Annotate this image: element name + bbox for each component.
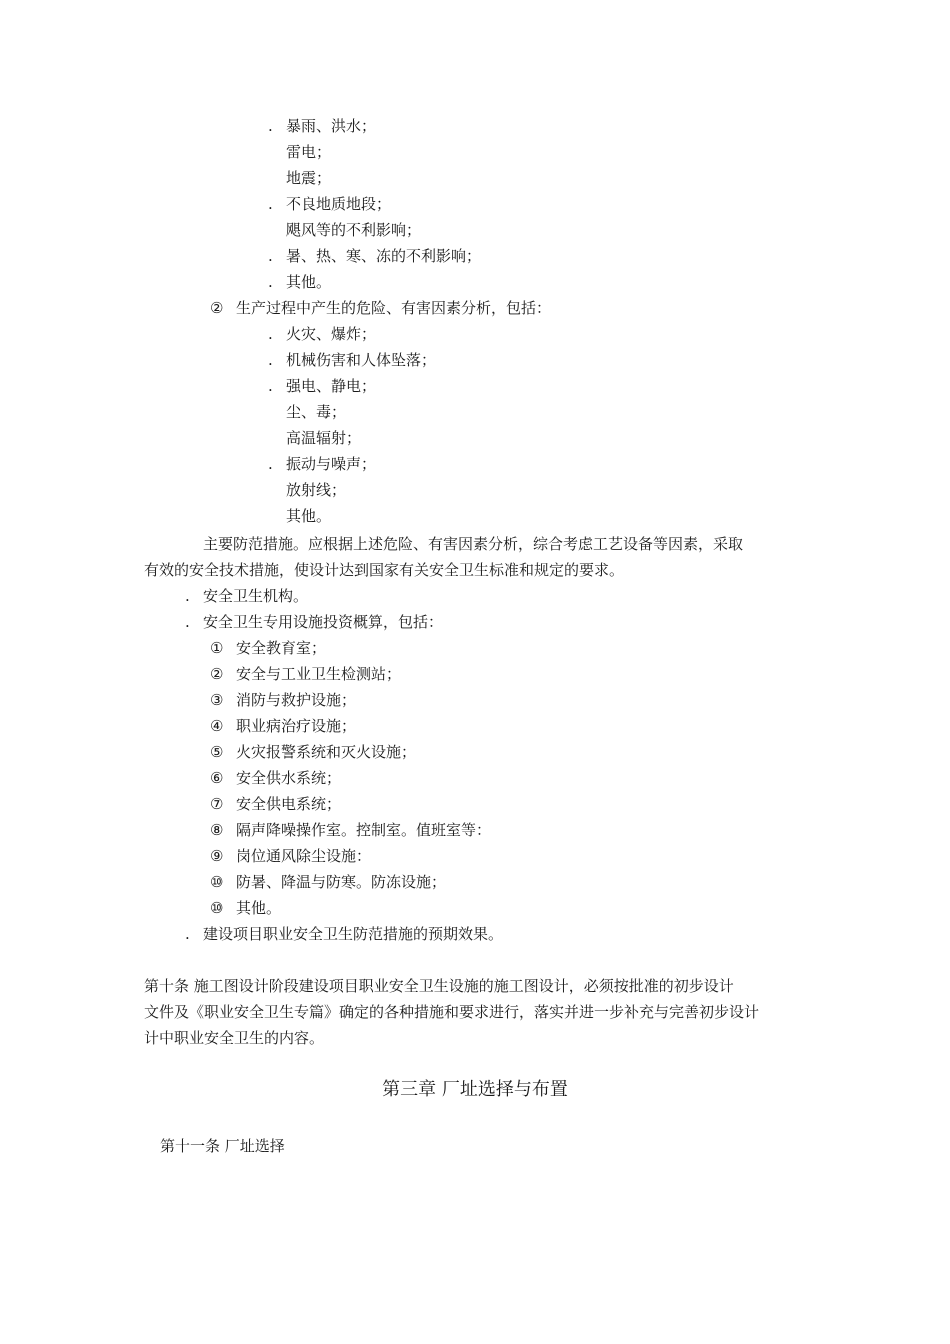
circled-number: ④ [210,717,224,735]
list-item [268,428,361,448]
list-item-text: 其他。 [236,899,282,917]
section-heading [210,298,551,318]
list-item [268,480,346,500]
list-item-text: 机械伤害和人体坠落； [286,351,437,369]
bullet: . [185,925,190,943]
list-item-text: 飓风等的不利影响； [286,221,422,239]
list-item-text: 火灾报警系统和灭火设施； [236,743,417,761]
list-item-text: 安全与工业卫生检测站； [236,665,402,683]
list-item-text: 消防与救护设施； [236,691,357,709]
circled-number: ⑤ [210,743,224,761]
list-item-text: 其他。 [286,273,332,291]
list-item [185,586,308,606]
paragraph-line: 第十条 施工图设计阶段建设项目职业安全卫生设施的施工图设计，必须按批准的初步设计 [144,977,734,995]
list-item-text: 其他。 [286,507,332,525]
circled-number: ⑧ [210,821,224,839]
bullet: . [185,613,190,631]
circled-number: ③ [210,691,224,709]
list-item-text: 尘、毒； [286,403,347,421]
list-item [268,194,391,214]
list-item [268,402,346,422]
list-item-text: 雷电； [286,143,332,161]
list-item-text: 安全供电系统； [236,795,342,813]
circled-number: ② [210,299,224,317]
list-item [185,924,503,944]
list-item-text: 安全供水系统； [236,769,342,787]
list-item [268,116,376,136]
list-item-text: 岗位通风除尘设施： [236,847,372,865]
list-item [268,350,436,370]
list-item [210,820,491,840]
bullet: . [268,325,273,343]
list-item [210,742,416,762]
list-item [210,690,356,710]
circled-number: ⑩ [210,899,224,917]
bullet: . [268,247,273,265]
list-item [185,612,443,632]
bullet: . [268,273,273,291]
bullet: . [268,351,273,369]
list-item-text: 建设项目职业安全卫生防范措施的预期效果。 [203,925,504,943]
list-item [210,638,326,658]
list-item [210,898,281,918]
circled-number: ② [210,665,224,683]
list-item [210,846,371,866]
list-item [268,168,331,188]
list-item [268,376,376,396]
bullet: . [268,117,273,135]
circled-number: ⑦ [210,795,224,813]
chapter-title: 第三章 厂址选择与布置 [382,1079,568,1100]
section-heading-text: 生产过程中产生的危险、有害因素分析，包括： [236,299,552,317]
list-item-text: 强电、静电； [286,377,377,395]
bullet: . [268,455,273,473]
list-item [210,872,446,892]
list-item [268,272,331,292]
list-item-text: 安全卫生机构。 [203,587,309,605]
list-item [210,716,356,736]
list-item-text: 火灾、爆炸； [286,325,377,343]
list-item-text: 职业病治疗设施； [236,717,357,735]
list-item-text: 安全卫生专用设施投资概算，包括： [203,613,444,631]
list-item [268,220,421,240]
list-item [268,142,331,162]
paragraph-line: 有效的安全技术措施，使设计达到国家有关安全卫生标准和规定的要求。 [144,561,625,579]
list-item [210,664,401,684]
paragraph-line: 主要防范措施。应根据上述危险、有害因素分析，综合考虑工艺设备等因素，采取 [203,535,744,553]
article-heading: 第十一条 厂址选择 [160,1137,285,1155]
list-item-text: 暴雨、洪水； [286,117,377,135]
list-item [268,246,481,266]
list-item-text: 防暑、降温与防寒。防冻设施； [236,873,447,891]
circled-number: ⑥ [210,769,224,787]
list-item-text: 暑、热、寒、冻的不利影响； [286,247,482,265]
circled-number: ① [210,639,224,657]
circled-number: ⑩ [210,873,224,891]
bullet: . [268,377,273,395]
bullet: . [185,587,190,605]
list-item [210,768,341,788]
paragraph-line: 文件及《职业安全卫生专篇》确定的各种措施和要求进行，落实并进一步补充与完善初步设计 [144,1003,760,1021]
paragraph-line: 计中职业安全卫生的内容。 [144,1029,325,1047]
list-item [268,506,331,526]
list-item-text: 高温辐射； [286,429,362,447]
list-item-text: 不良地质地段； [286,195,392,213]
list-item [268,324,376,344]
list-item [268,454,376,474]
bullet: . [268,195,273,213]
list-item-text: 隔声降噪操作室。控制室。值班室等： [236,821,492,839]
list-item-text: 地震； [286,169,332,187]
list-item [210,794,341,814]
list-item-text: 振动与噪声； [286,455,377,473]
list-item-text: 放射线； [286,481,347,499]
list-item-text: 安全教育室； [236,639,327,657]
circled-number: ⑨ [210,847,224,865]
